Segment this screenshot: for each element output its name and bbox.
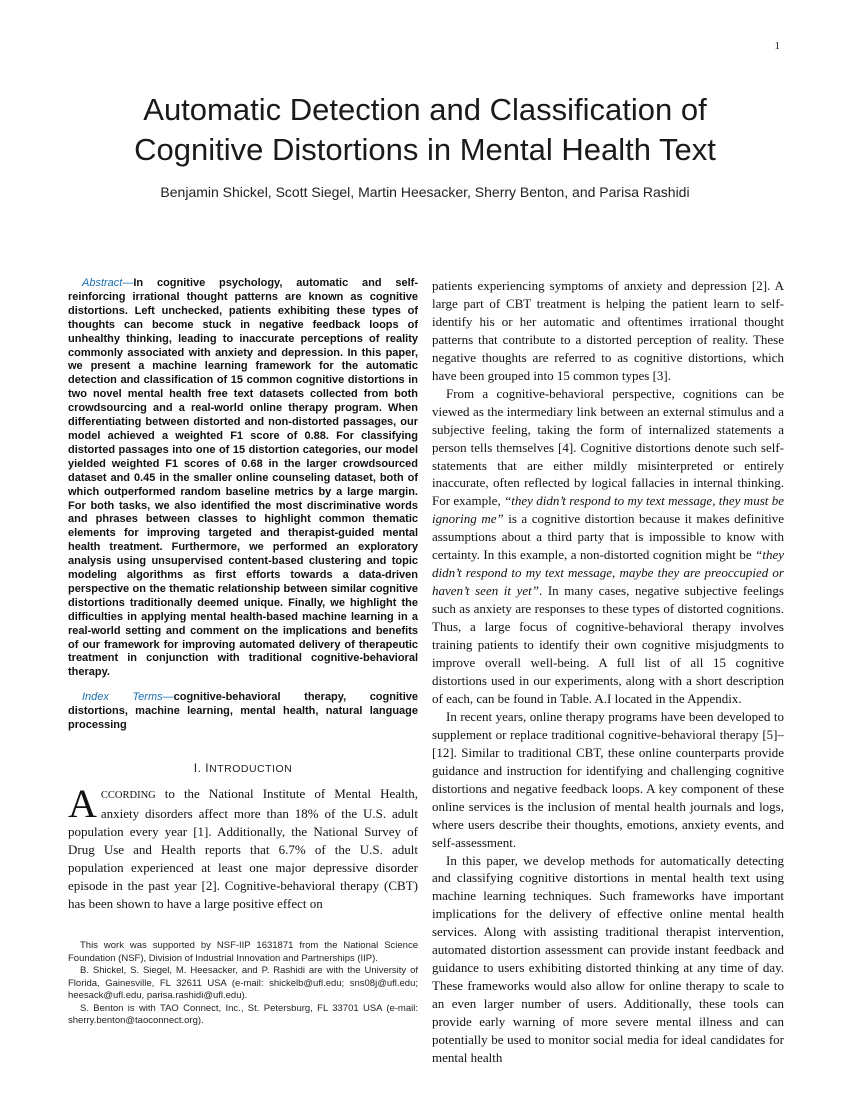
footnote-funding: This work was supported by NSF-IIP 1631871 from the National Science Foundation (NSF), Division of Industrial Innovation and Partnerships (IIP).	[68, 940, 418, 964]
section-initial: I	[205, 761, 210, 775]
p2-quote-2: “they didn’t respond to my text message, maybe they are preoccupied or haven’t seen it yet”	[432, 547, 784, 599]
index-terms-label: Index Terms—	[82, 691, 174, 704]
index-terms-text: cognitive-behavioral therapy, cognitive distortions, machine learning, mental health, natural language processing	[68, 691, 418, 732]
body-paragraph-1: patients experiencing symptoms of anxiety and depression [2]. A large part of CBT treatment is helping the patient learn to self-identify his or her automatic and oftentimes irrational thought patterns that contribute to a distorted perception of reality. These negative thoughts are referred to as cognitive distortions, which have been grouped into 15 common types [3].	[432, 278, 784, 383]
drop-cap: A	[68, 781, 97, 826]
p2-text-c: . In many cases, negative subjective feelings such as anxiety are responses to these types of distorted cognitions. Thus, a large focus of cognitive-behavioral therapy involves training patients to identify their own cognitive misjudgments to improve overall well-being. A full list of all 15 cognitive distortions used in our experiments, along with a short description of each, can be found in Table. A.I located in the Appendix.	[432, 583, 784, 706]
body-paragraph-3: In recent years, online therapy programs have been developed to supplement or replace traditional cognitive-behavioral therapy [5]–[12]. Similar to traditional CBT, these online counterparts provide guidance and instruction for identifying and challenging cognitive distortions and negative feedback loops. A key component of these online services is the inclusion of mental health journals and logs, where users describe their thoughts, emotions, anxiety events, and self-assessment.	[432, 708, 784, 850]
right-column	[432, 277, 784, 1067]
body-paragraph-2	[432, 385, 784, 708]
page-number: 1	[774, 40, 780, 52]
intro-paragraph	[68, 781, 418, 913]
section-numeral: I.	[193, 761, 202, 775]
author-list: Benjamin Shickel, Scott Siegel, Martin Heesacker, Sherry Benton, and Parisa Rashidi	[160, 184, 690, 200]
section-heading-introduction	[68, 761, 418, 775]
title-line-1: Automatic Detection and Classification of	[143, 92, 707, 127]
footnote-affiliation-ufl: B. Shickel, S. Siegel, M. Heesacker, and P. Rashidi are with the University of Florida, Gainesville, FL 32611 USA (e-mail: shickelb@ufl.edu; sns08j@ufl.edu; heesack@ufl.edu, parisa.rashidi@ufl.edu).	[68, 965, 418, 1001]
title-line-2: Cognitive Distortions in Mental Health Text	[134, 132, 716, 167]
footnotes	[68, 940, 418, 1028]
abstract-text: In cognitive psychology, automatic and self-reinforcing irrational thought patterns are known as cognitive distortions. Left unchecked, patients exhibiting these types of thoughts can become stuck in negative feedback loops of unhealthy thinking, leading to inaccurate perceptions of reality commonly associated with anxiety and depression. In this paper, we present a machine learning framework for the automatic detection and classification of 15 common cognitive distortions in two novel mental health free text datasets collected from both crowdsourcing and a real-world online therapy program. When differentiating between distorted and non-distorted passages, our model achieved a weighted F1 score of 0.88. For classifying distorted passages into one of 15 distortion categories, our model yielded weighted F1 scores of 0.68 in the larger crowdsourced dataset and 0.45 in the smaller online counseling dataset, both of which outperformed random baseline metrics by a large margin. For both tasks, we also identified the most discriminative words and phrases between classes to highlight common thematic elements for improving targeted and therapist-guided mental health treatment. Furthermore, we performed an exploratory analysis using unsupervised content-based clustering and topic modeling algorithms as first efforts towards a data-driven perspective on the thematic relationship between similar cognitive distortions traditionally deemed unique. Finally, we highlight the difficulties in applying mental health-based machine learning in a real-world setting and comment on the implications and benefits of our framework for improving automated delivery of therapeutic treatment in conjunction with traditional cognitive-behavioral therapy.	[68, 277, 418, 679]
abstract-label: Abstract—	[82, 277, 134, 289]
paper-title	[0, 90, 850, 170]
section-rest: NTRODUCTION	[209, 763, 293, 775]
body-paragraph-4: In this paper, we develop methods for automatically detecting and classifying cognitive distortions in mental health text using machine learning techniques. Such frameworks have important implications for the delivery of effective online mental health services. Along with assisting traditional therapist intervention, automated distortion assessment can provide instant feedback and guidance to users exhibiting distorted thinking at any time of day. These frameworks would also allow for online therapy to scale to an even larger number of users. Additionally, these tools can provide early warning of more severe mental illness and can potentially be used to monitor social media for ideal candidates for mental health	[432, 852, 784, 1065]
intro-text: to the National Institute of Mental Health, anxiety disorders affect more than 18% of the U.S. adult population every year [1]. Additionally, the National Survey of Drug Use and Health reports that 6.7% of the U.S. adult population experienced at least one major depressive disorder episode in the past year [2]. Cognitive-behavioral therapy (CBT) has been shown to have a large positive effect on	[68, 786, 418, 911]
p2-quote-1: “they didn’t respond to my text message, they must be ignoring me”	[432, 493, 784, 527]
p2-text-b: is a cognitive distortion because it makes definitive assumptions about a third party that is impossible to know with certainty. In this example, a non-distorted cognition might be	[432, 511, 784, 563]
footnote-affiliation-tao: S. Benton is with TAO Connect, Inc., St. Petersburg, FL 33701 USA (e-mail: sherry.benton@taoconnect.org).	[68, 1002, 418, 1026]
abstract	[68, 277, 418, 680]
left-column	[68, 277, 418, 913]
index-terms	[68, 691, 418, 733]
intro-smallcaps: CCORDING	[100, 790, 156, 801]
p2-text-a: From a cognitive-behavioral perspective, cognitions can be viewed as the intermediary link between an external stimulus and a subjective feeling, taking the form of internalized statements a person tells themselves [4]. Cognitive distortions denote such self-statements that are either mildly misinterpreted or entirely inaccurate, often reflected by logical fallacies in internal thinking. For example,	[432, 385, 784, 509]
